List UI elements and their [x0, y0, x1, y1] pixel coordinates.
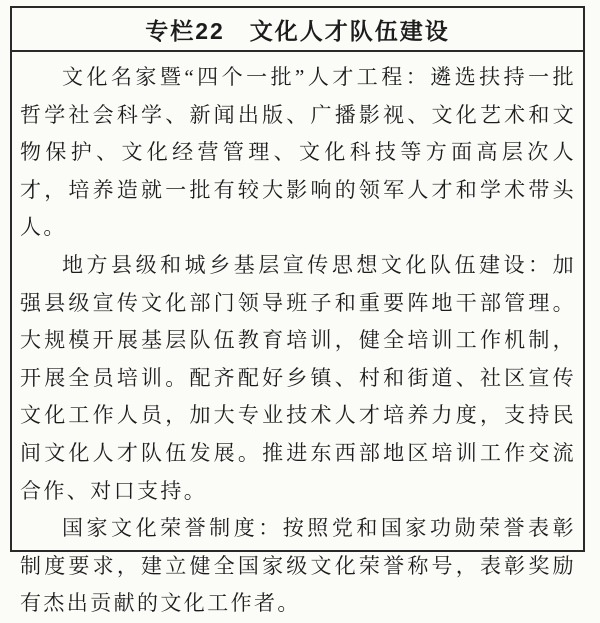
paragraph-honor-system: 国家文化荣誉制度：按照党和国家功勋荣誉表彰制度要求，建立健全国家级文化荣誉称号，表彰奖励有杰出贡献的文化工作者。	[20, 516, 576, 616]
column-box-body	[12, 52, 583, 623]
column-box	[10, 6, 585, 616]
paragraph-grassroots-teams: 地方县级和城乡基层宣传思想文化队伍建设：加强县级宣传文化部门领导班子和重要阵地干部管理。大规模开展基层队伍教育培训，健全培训工作机制，开展全员培训。配齐配好乡镇、村和街道、社区宣传文化工作人员，加大专业技术人才培养力度，支持民间文化人才队伍发展。推进东西部地区培训工作交流合作、对口支持。	[20, 252, 576, 503]
column-box-title: 专栏22 文化人才队伍建设	[12, 8, 583, 52]
paragraph-talent-project: 文化名家暨“四个一批”人才工程：遴选扶持一批哲学社会科学、新闻出版、广播影视、文化艺术和文物保护、文化经营管理、文化科技等方面高层次人才，培养造就一批有较大影响的领军人才和学术带头人。	[20, 65, 576, 240]
